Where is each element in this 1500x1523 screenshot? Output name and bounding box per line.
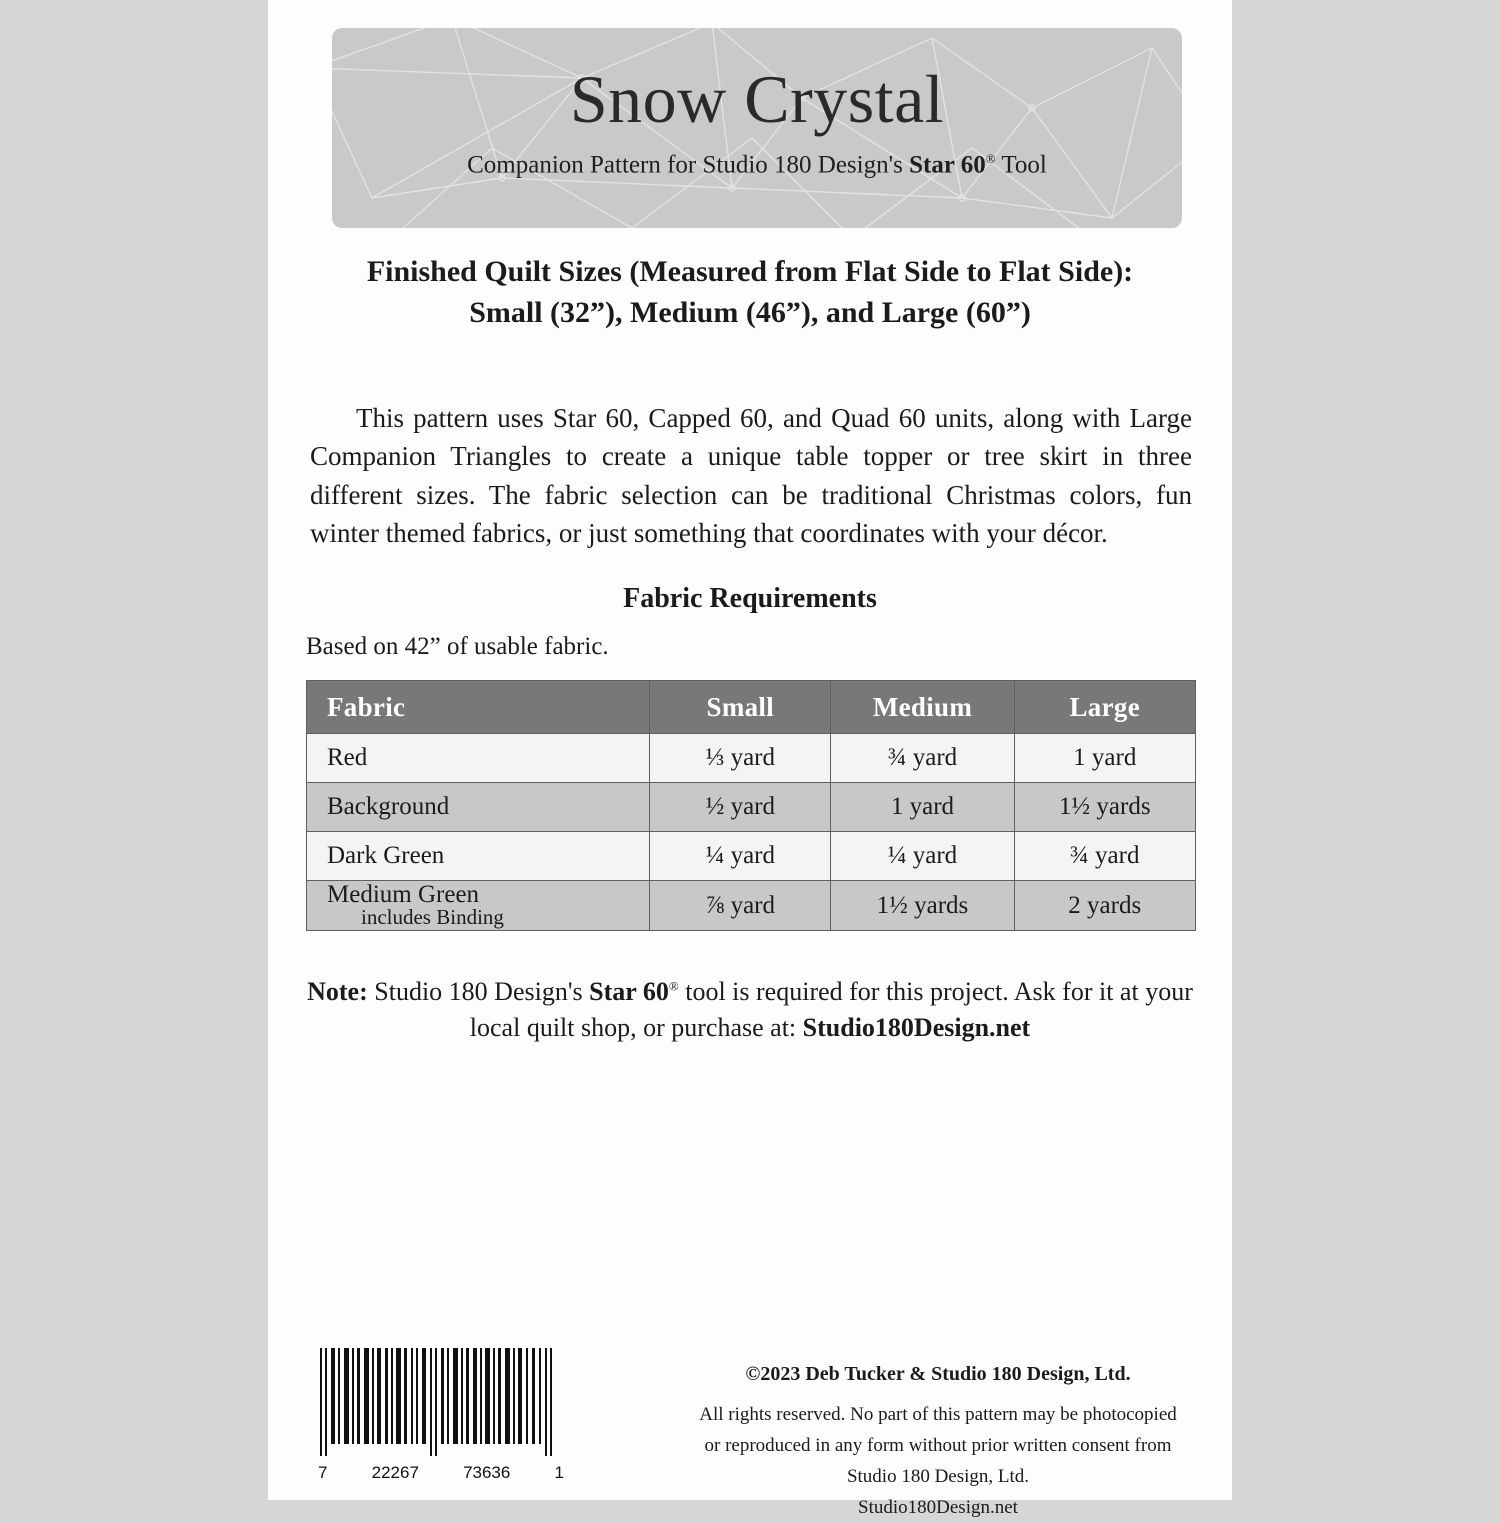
row-large-value: ¾ yard [1014,832,1196,881]
table-header-row [307,681,1196,734]
finished-sizes-line-1: Finished Quilt Sizes (Measured from Flat Side to Flat Side): [366,255,1134,288]
row-large-value: 2 yards [1014,881,1196,931]
row-fabric-name [307,881,650,931]
rights-line-3: Studio 180 Design, Ltd. [846,1465,1030,1487]
subtitle-tool-name: Star 60 [909,151,986,179]
note-registered-mark: ® [668,978,679,994]
barcode-digit-0: 7 [318,1463,328,1482]
tool-required-note [294,974,1206,1046]
rights-line-2: or reproduced in any form without prior written consent from [704,1435,1172,1457]
row-medium-value: ¾ yard [831,734,1014,783]
footer-website: Studio180Design.net [858,1496,1018,1518]
barcode-icon [316,1348,566,1456]
note-tool-name: Star 60 [589,977,669,1006]
barcode-digit-1: 22267 [371,1463,419,1482]
copyright-block [668,1358,1208,1523]
row-fabric-name: Background [307,783,650,832]
row-medium-value: 1 yard [831,783,1014,832]
row-fabric-name: Red [307,734,650,783]
pattern-back-cover [268,0,1232,1518]
row-large-value: 1½ yards [1014,783,1196,832]
based-on-note: Based on 42” of usable fabric. [306,633,609,660]
column-header-small: Small [650,681,831,734]
pattern-subtitle [332,135,1182,179]
fabric-requirements-heading: Fabric Requirements [623,583,877,614]
note-text-mid: tool is required for this project. Ask for it at your local quilt shop, or purchase at: [469,977,1193,1042]
barcode-digit-2: 73636 [463,1463,511,1482]
note-website: Studio180Design.net [802,1012,1031,1042]
barcode-number [316,1463,566,1483]
finished-sizes-heading [300,252,1200,333]
column-header-fabric: Fabric [307,681,650,734]
row-medium-value: ¼ yard [831,832,1014,881]
row-small-value: ½ yard [650,783,831,832]
note-label: Note: [307,977,368,1006]
note-text-pre: Studio 180 Design's [367,977,590,1006]
fabric-requirements-table [306,680,1196,931]
row-small-value: ⅞ yard [650,881,831,931]
barcode [316,1348,566,1483]
row-large-value: 1 yard [1014,734,1196,783]
row-fabric-name-subtext: includes Binding [361,905,504,929]
title-banner [332,28,1182,228]
intro-paragraph: This pattern uses Star 60, Capped 60, and Quad 60 units, along with Large Companion Triangles to create a unique table topper or tree skirt in three different sizes. The fabric selection can be traditional Christmas colors, fun winter themed fabrics, or just something that coordinates with your décor. [310,403,1192,548]
table-row [307,783,1196,832]
row-fabric-name: Dark Green [307,832,650,881]
pattern-title: Snow Crystal [569,61,945,137]
row-fabric-name-text: Medium Green [327,881,480,908]
finished-sizes-line-2: Small (32”), Medium (46”), and Large (60”) [469,295,1031,329]
copyright-line: ©2023 Deb Tucker & Studio 180 Design, Ltd. [745,1363,1131,1385]
subtitle-post: Tool [995,151,1047,179]
table-row [307,881,1196,931]
row-medium-value: 1½ yards [831,881,1014,931]
rights-line-1: All rights reserved. No part of this pattern may be photocopied [699,1404,1177,1426]
column-header-medium: Medium [831,681,1014,734]
table-row [307,734,1196,783]
subtitle-pre: Companion Pattern for Studio 180 Design's [467,151,910,179]
row-small-value: ⅓ yard [650,734,831,783]
row-small-value: ¼ yard [650,832,831,881]
table-row [307,832,1196,881]
barcode-digit-3: 1 [554,1463,564,1482]
registered-mark: ® [985,151,996,167]
column-header-large: Large [1014,681,1196,734]
